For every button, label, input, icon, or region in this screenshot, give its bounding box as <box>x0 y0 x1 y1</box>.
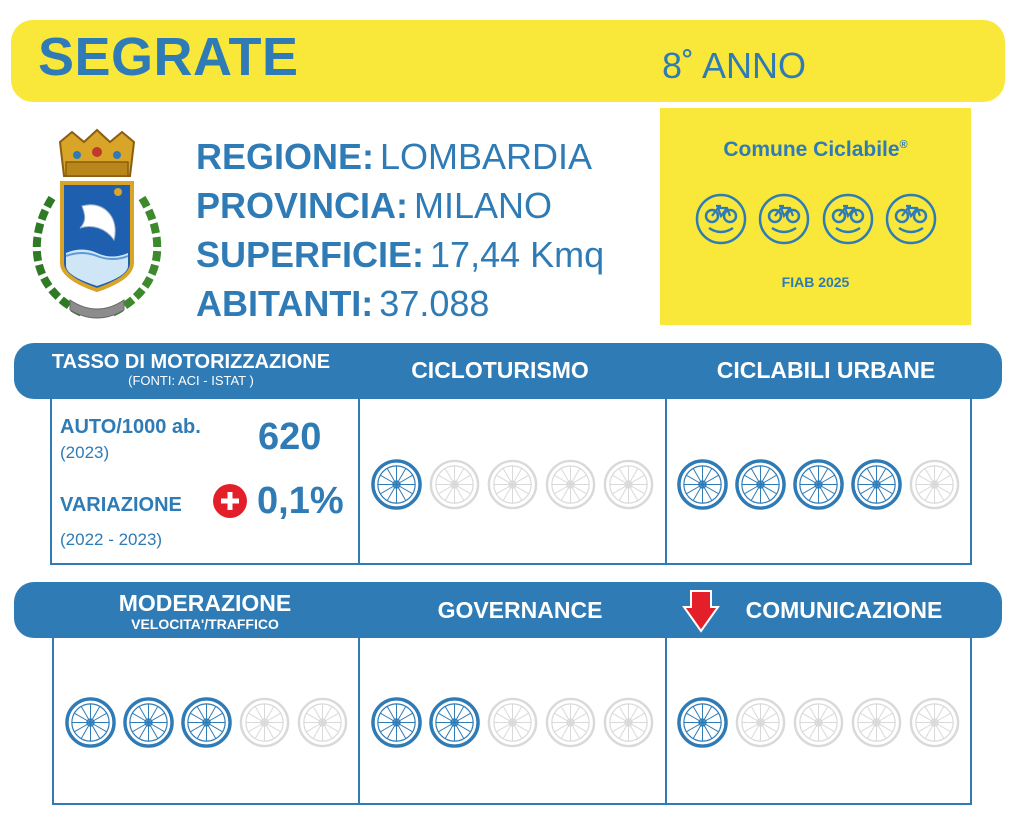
info-key: ABITANTI: <box>196 283 374 324</box>
info-value: LOMBARDIA <box>380 136 593 177</box>
bike-wheel-inactive-icon <box>296 696 349 749</box>
info-value: 37.088 <box>379 283 490 324</box>
info-key: REGIONE: <box>196 136 375 177</box>
bike-wheel-inactive-icon <box>428 458 481 511</box>
plus-sign-icon <box>212 483 248 519</box>
bike-wheel-active-icon <box>734 458 787 511</box>
category-label-ciclabili-urbane: CICLABILI URBANE <box>716 357 936 383</box>
auto-per-1000-value: 620 <box>258 416 322 458</box>
variation-value: 0,1% <box>257 480 344 522</box>
bike-wheel-active-icon <box>792 458 845 511</box>
bike-wheel-inactive-icon <box>734 696 787 749</box>
info-row-province <box>196 181 604 230</box>
bike-wheel-active-icon <box>180 696 233 749</box>
bike-wheel-active-icon <box>370 696 423 749</box>
governance-score <box>370 696 655 749</box>
info-row-area <box>196 230 604 279</box>
bike-wheel-inactive-icon <box>238 696 291 749</box>
variation-years: (2022 - 2023) <box>60 530 163 549</box>
comune-ciclabile-badge <box>660 108 971 325</box>
motorization-title: TASSO DI MOTORIZZAZIONE (FONTI: ACI - ISTAT ) <box>24 351 358 388</box>
bike-wheel-active-icon <box>370 458 423 511</box>
bike-wheel-active-icon <box>122 696 175 749</box>
bike-wheel-inactive-icon <box>544 458 597 511</box>
bike-wheel-inactive-icon <box>486 696 539 749</box>
bike-wheel-inactive-icon <box>908 696 961 749</box>
down-arrow-icon <box>682 589 720 633</box>
cicloturismo-score <box>370 458 655 511</box>
variation-label: VARIAZIONE <box>60 494 182 516</box>
city-name: SEGRATE <box>38 27 299 87</box>
year-label: 8˚ ANNO <box>662 45 807 86</box>
info-value: 17,44 Kmq <box>430 234 605 275</box>
smiling-bike-icon <box>757 192 811 246</box>
auto-year: (2023) <box>60 443 110 462</box>
category-label-moderazione: MODERAZIONE VELOCITA'/TRAFFICO <box>50 590 360 631</box>
ciclabili-urbane-score <box>676 458 961 511</box>
category-label-governance: GOVERNANCE <box>437 597 603 623</box>
category-sublabel: VELOCITA'/TRAFFICO <box>131 616 279 632</box>
smiling-bike-icon <box>884 192 938 246</box>
bike-wheel-inactive-icon <box>602 696 655 749</box>
smiling-bike-icon <box>821 192 875 246</box>
motorization-source: (FONTI: ACI - ISTAT ) <box>128 373 254 388</box>
bike-wheel-inactive-icon <box>486 458 539 511</box>
badge-faces <box>694 192 938 248</box>
bike-wheel-active-icon <box>428 696 481 749</box>
info-value: MILANO <box>414 185 553 226</box>
coat-of-arms-icon <box>22 128 172 328</box>
badge-caption: FIAB 2025 <box>781 274 850 290</box>
bike-wheel-active-icon <box>850 458 903 511</box>
bike-wheel-active-icon <box>676 696 729 749</box>
bike-wheel-active-icon <box>64 696 117 749</box>
bike-wheel-inactive-icon <box>544 696 597 749</box>
info-row-population <box>196 279 604 328</box>
smiling-bike-icon <box>694 192 748 246</box>
bike-wheel-inactive-icon <box>792 696 845 749</box>
moderazione-score <box>64 696 349 749</box>
municipality-info <box>196 132 604 328</box>
comunicazione-score <box>676 696 961 749</box>
info-row-region <box>196 132 604 181</box>
badge-title: Comune Ciclabile® <box>723 138 908 161</box>
info-key: SUPERFICIE: <box>196 234 425 275</box>
category-label-comunicazione: COMUNICAZIONE <box>745 597 943 623</box>
bike-wheel-inactive-icon <box>850 696 903 749</box>
bike-wheel-inactive-icon <box>908 458 961 511</box>
bike-wheel-inactive-icon <box>602 458 655 511</box>
category-label-cicloturismo: CICLOTURISMO <box>411 357 589 383</box>
info-key: PROVINCIA: <box>196 185 409 226</box>
auto-per-1000-label: AUTO/1000 ab. <box>60 416 201 438</box>
bike-wheel-active-icon <box>676 458 729 511</box>
